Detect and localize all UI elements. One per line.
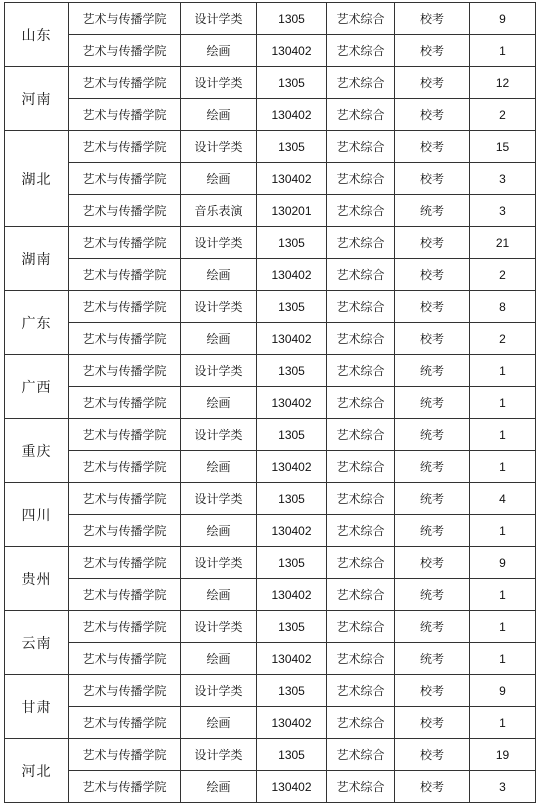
plan-count-cell: 9	[470, 3, 536, 35]
table-row	[5, 355, 536, 387]
major-cell: 绘画	[181, 163, 257, 195]
major-code-cell: 130402	[257, 259, 327, 291]
plan-count-cell: 3	[470, 195, 536, 227]
major-code-cell: 130402	[257, 387, 327, 419]
exam-type-cell: 统考	[395, 483, 470, 515]
major-code-cell: 1305	[257, 227, 327, 259]
province-cell: 甘肃	[5, 675, 69, 739]
exam-category-cell: 艺术综合	[327, 131, 395, 163]
exam-category-cell: 艺术综合	[327, 195, 395, 227]
college-cell: 艺术与传播学院	[69, 3, 181, 35]
table-row	[5, 707, 536, 739]
major-code-cell: 1305	[257, 675, 327, 707]
exam-type-cell: 校考	[395, 131, 470, 163]
college-cell: 艺术与传播学院	[69, 387, 181, 419]
table-row	[5, 611, 536, 643]
plan-count-cell: 9	[470, 547, 536, 579]
exam-category-cell: 艺术综合	[327, 451, 395, 483]
college-cell: 艺术与传播学院	[69, 163, 181, 195]
plan-count-cell: 1	[470, 419, 536, 451]
plan-count-cell: 4	[470, 483, 536, 515]
plan-count-cell: 3	[470, 163, 536, 195]
major-code-cell: 1305	[257, 131, 327, 163]
major-cell: 设计学类	[181, 355, 257, 387]
table-body	[5, 3, 536, 803]
major-cell: 音乐表演	[181, 195, 257, 227]
major-code-cell: 130402	[257, 163, 327, 195]
major-code-cell: 130402	[257, 451, 327, 483]
major-code-cell: 130402	[257, 35, 327, 67]
major-code-cell: 1305	[257, 3, 327, 35]
major-code-cell: 1305	[257, 419, 327, 451]
major-cell: 设计学类	[181, 611, 257, 643]
plan-count-cell: 2	[470, 259, 536, 291]
college-cell: 艺术与传播学院	[69, 99, 181, 131]
table-row	[5, 643, 536, 675]
table-row	[5, 131, 536, 163]
exam-category-cell: 艺术综合	[327, 67, 395, 99]
college-cell: 艺术与传播学院	[69, 131, 181, 163]
exam-type-cell: 校考	[395, 163, 470, 195]
exam-category-cell: 艺术综合	[327, 99, 395, 131]
exam-category-cell: 艺术综合	[327, 643, 395, 675]
exam-type-cell: 校考	[395, 67, 470, 99]
major-cell: 设计学类	[181, 419, 257, 451]
table-row	[5, 163, 536, 195]
major-cell: 设计学类	[181, 675, 257, 707]
exam-category-cell: 艺术综合	[327, 611, 395, 643]
plan-count-cell: 2	[470, 323, 536, 355]
table-row	[5, 99, 536, 131]
college-cell: 艺术与传播学院	[69, 579, 181, 611]
table-row	[5, 547, 536, 579]
table-row	[5, 579, 536, 611]
college-cell: 艺术与传播学院	[69, 739, 181, 771]
major-code-cell: 1305	[257, 611, 327, 643]
province-cell: 山东	[5, 3, 69, 67]
exam-type-cell: 统考	[395, 355, 470, 387]
plan-count-cell: 1	[470, 643, 536, 675]
exam-type-cell: 统考	[395, 195, 470, 227]
major-cell: 设计学类	[181, 739, 257, 771]
plan-count-cell: 15	[470, 131, 536, 163]
exam-category-cell: 艺术综合	[327, 515, 395, 547]
exam-category-cell: 艺术综合	[327, 3, 395, 35]
major-cell: 设计学类	[181, 3, 257, 35]
plan-count-cell: 1	[470, 387, 536, 419]
college-cell: 艺术与传播学院	[69, 35, 181, 67]
major-code-cell: 130402	[257, 323, 327, 355]
table-row	[5, 515, 536, 547]
major-code-cell: 130201	[257, 195, 327, 227]
exam-category-cell: 艺术综合	[327, 291, 395, 323]
exam-category-cell: 艺术综合	[327, 547, 395, 579]
exam-type-cell: 统考	[395, 611, 470, 643]
plan-count-cell: 3	[470, 771, 536, 803]
table-row	[5, 3, 536, 35]
major-cell: 绘画	[181, 707, 257, 739]
major-code-cell: 1305	[257, 547, 327, 579]
enrollment-plan-table	[4, 2, 536, 803]
exam-type-cell: 统考	[395, 579, 470, 611]
major-cell: 绘画	[181, 771, 257, 803]
exam-category-cell: 艺术综合	[327, 675, 395, 707]
major-code-cell: 130402	[257, 579, 327, 611]
exam-type-cell: 校考	[395, 675, 470, 707]
table-row	[5, 387, 536, 419]
major-cell: 绘画	[181, 515, 257, 547]
college-cell: 艺术与传播学院	[69, 771, 181, 803]
exam-type-cell: 校考	[395, 35, 470, 67]
major-cell: 设计学类	[181, 291, 257, 323]
plan-count-cell: 21	[470, 227, 536, 259]
plan-count-cell: 12	[470, 67, 536, 99]
major-cell: 设计学类	[181, 67, 257, 99]
exam-category-cell: 艺术综合	[327, 259, 395, 291]
college-cell: 艺术与传播学院	[69, 515, 181, 547]
major-cell: 设计学类	[181, 227, 257, 259]
exam-type-cell: 校考	[395, 771, 470, 803]
province-cell: 云南	[5, 611, 69, 675]
province-cell: 湖南	[5, 227, 69, 291]
plan-count-cell: 1	[470, 707, 536, 739]
plan-count-cell: 1	[470, 611, 536, 643]
province-cell: 贵州	[5, 547, 69, 611]
exam-category-cell: 艺术综合	[327, 227, 395, 259]
college-cell: 艺术与传播学院	[69, 643, 181, 675]
major-code-cell: 130402	[257, 99, 327, 131]
exam-type-cell: 校考	[395, 707, 470, 739]
exam-type-cell: 统考	[395, 515, 470, 547]
table-row	[5, 323, 536, 355]
college-cell: 艺术与传播学院	[69, 323, 181, 355]
college-cell: 艺术与传播学院	[69, 259, 181, 291]
exam-type-cell: 统考	[395, 451, 470, 483]
college-cell: 艺术与传播学院	[69, 547, 181, 579]
major-code-cell: 1305	[257, 739, 327, 771]
exam-type-cell: 校考	[395, 323, 470, 355]
exam-type-cell: 校考	[395, 99, 470, 131]
plan-count-cell: 1	[470, 35, 536, 67]
major-code-cell: 130402	[257, 515, 327, 547]
college-cell: 艺术与传播学院	[69, 195, 181, 227]
college-cell: 艺术与传播学院	[69, 611, 181, 643]
table-row	[5, 195, 536, 227]
exam-type-cell: 统考	[395, 643, 470, 675]
table-row	[5, 35, 536, 67]
exam-category-cell: 艺术综合	[327, 387, 395, 419]
college-cell: 艺术与传播学院	[69, 451, 181, 483]
plan-count-cell: 1	[470, 355, 536, 387]
major-code-cell: 130402	[257, 643, 327, 675]
exam-type-cell: 统考	[395, 419, 470, 451]
table-row	[5, 739, 536, 771]
plan-count-cell: 1	[470, 515, 536, 547]
exam-type-cell: 校考	[395, 291, 470, 323]
exam-type-cell: 校考	[395, 3, 470, 35]
table-row	[5, 483, 536, 515]
college-cell: 艺术与传播学院	[69, 355, 181, 387]
table-row	[5, 771, 536, 803]
major-cell: 设计学类	[181, 547, 257, 579]
table-row	[5, 259, 536, 291]
major-cell: 绘画	[181, 387, 257, 419]
college-cell: 艺术与传播学院	[69, 483, 181, 515]
exam-category-cell: 艺术综合	[327, 483, 395, 515]
exam-category-cell: 艺术综合	[327, 739, 395, 771]
province-cell: 重庆	[5, 419, 69, 483]
plan-count-cell: 1	[470, 451, 536, 483]
major-cell: 绘画	[181, 99, 257, 131]
major-cell: 绘画	[181, 35, 257, 67]
major-cell: 设计学类	[181, 483, 257, 515]
major-code-cell: 1305	[257, 483, 327, 515]
province-cell: 河南	[5, 67, 69, 131]
province-cell: 广西	[5, 355, 69, 419]
major-cell: 绘画	[181, 323, 257, 355]
plan-count-cell: 1	[470, 579, 536, 611]
plan-count-cell: 19	[470, 739, 536, 771]
exam-type-cell: 校考	[395, 227, 470, 259]
exam-category-cell: 艺术综合	[327, 323, 395, 355]
table-row	[5, 419, 536, 451]
exam-category-cell: 艺术综合	[327, 163, 395, 195]
exam-category-cell: 艺术综合	[327, 35, 395, 67]
table-row	[5, 291, 536, 323]
major-code-cell: 1305	[257, 291, 327, 323]
major-cell: 设计学类	[181, 131, 257, 163]
plan-count-cell: 9	[470, 675, 536, 707]
major-code-cell: 130402	[257, 707, 327, 739]
college-cell: 艺术与传播学院	[69, 67, 181, 99]
major-cell: 绘画	[181, 643, 257, 675]
province-cell: 河北	[5, 739, 69, 803]
province-cell: 湖北	[5, 131, 69, 227]
table-row	[5, 67, 536, 99]
college-cell: 艺术与传播学院	[69, 291, 181, 323]
table-row	[5, 675, 536, 707]
major-code-cell: 130402	[257, 771, 327, 803]
table-row	[5, 227, 536, 259]
table-row	[5, 451, 536, 483]
exam-category-cell: 艺术综合	[327, 419, 395, 451]
major-code-cell: 1305	[257, 67, 327, 99]
plan-count-cell: 2	[470, 99, 536, 131]
province-cell: 广东	[5, 291, 69, 355]
plan-count-cell: 8	[470, 291, 536, 323]
exam-type-cell: 校考	[395, 547, 470, 579]
exam-type-cell: 统考	[395, 387, 470, 419]
college-cell: 艺术与传播学院	[69, 227, 181, 259]
exam-category-cell: 艺术综合	[327, 579, 395, 611]
exam-category-cell: 艺术综合	[327, 355, 395, 387]
exam-category-cell: 艺术综合	[327, 707, 395, 739]
major-cell: 绘画	[181, 451, 257, 483]
college-cell: 艺术与传播学院	[69, 707, 181, 739]
major-cell: 绘画	[181, 579, 257, 611]
college-cell: 艺术与传播学院	[69, 675, 181, 707]
major-code-cell: 1305	[257, 355, 327, 387]
major-cell: 绘画	[181, 259, 257, 291]
exam-type-cell: 校考	[395, 259, 470, 291]
exam-type-cell: 校考	[395, 739, 470, 771]
province-cell: 四川	[5, 483, 69, 547]
college-cell: 艺术与传播学院	[69, 419, 181, 451]
exam-category-cell: 艺术综合	[327, 771, 395, 803]
